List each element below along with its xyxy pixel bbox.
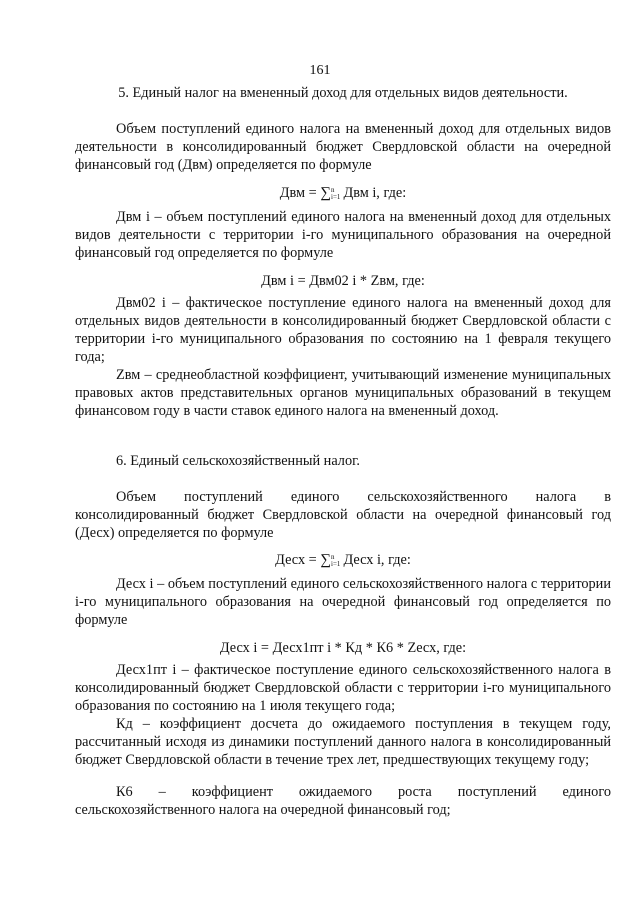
definition-desx1pt-i: Десх1пт i – фактическое поступление единого сельскохозяйственного налога в консолидированный бюджет Свердловской области с территории i-го муниципального образования по состоянию на 1 июля текущего года; xyxy=(75,662,611,714)
page-number: 161 xyxy=(309,63,331,78)
formula-dvm-sum xyxy=(75,184,611,202)
sigma-symbol: ∑ xyxy=(320,552,332,568)
section-5-intro: Объем поступлений единого налога на вмененный доход для отдельных видов деятельности в консолидированный бюджет Свердловской области на очередной финансовый год (Двм) определяется по формуле xyxy=(75,121,611,173)
section-6-heading: 6. Единый сельскохозяйственный налог. xyxy=(116,453,360,469)
definition-kd: Кд – коэффициент досчета до ожидаемого поступления в текущем году, рассчитанный исходя из динамики поступлений данного налога в консолидированный бюджет Свердловской области в течение трех лет, предшествующих текущему году; xyxy=(75,716,611,768)
definition-dvm-i: Двм i – объем поступлений единого налога на вмененный доход для отдельных видов деятельности с территории i-го муниципального образования на очередной финансовый год определяется по формуле xyxy=(75,209,611,261)
section-6-intro: Объем поступлений единого сельскохозяйственного налога в консолидированный бюджет Свердловской области на очередной финансовый год (Десх) определяется по формуле xyxy=(75,489,611,541)
formula-dvm-i: Двм i = Двм02 i * Zвм, где: xyxy=(261,273,425,289)
definition-k6: К6 – коэффициент ожидаемого роста поступлений единого сельскохозяйственного налога на очередной финансовый год; xyxy=(75,784,611,818)
definition-dvm02-i: Двм02 i – фактическое поступление единого налога на вмененный доход для отдельных видов деятельности в консолидированный бюджет Свердловской области с территории i-го муниципального образования по состоянию на 1 февраля текущего года; xyxy=(75,295,611,365)
definition-desx-i: Десх i – объем поступлений единого сельскохозяйственного налога с территории i-го муниципального образования на очередной финансовый год определяется по формуле xyxy=(75,576,611,628)
formula-desx-sum xyxy=(75,551,611,569)
formula-desx-i: Десх i = Десх1пт i * Кд * К6 * Zесх, где: xyxy=(219,640,467,656)
formula-rhs: Двм i, где: xyxy=(343,185,407,201)
sum-upper: n xyxy=(331,552,335,561)
sum-limits xyxy=(331,187,340,201)
formula-lhs: Десх = xyxy=(275,552,321,568)
sum-upper: n xyxy=(331,185,335,194)
sigma-symbol: ∑ xyxy=(320,185,332,201)
section-5-heading: 5. Единый налог на вмененный доход для отдельных видов деятельности. xyxy=(118,85,568,101)
sum-lower: i=1 xyxy=(331,559,341,568)
sum-lower: i=1 xyxy=(331,192,341,201)
definition-zvm: Zвм – среднеобластной коэффициент, учитывающий изменение муниципальных правовых актов представительных органов муниципальных образований в текущем финансовом году в части ставок единого налога на вмененный доход. xyxy=(75,367,611,419)
formula-rhs: Десх i, где: xyxy=(343,552,411,568)
formula-lhs: Двм = xyxy=(279,185,321,201)
sum-limits xyxy=(331,554,340,568)
